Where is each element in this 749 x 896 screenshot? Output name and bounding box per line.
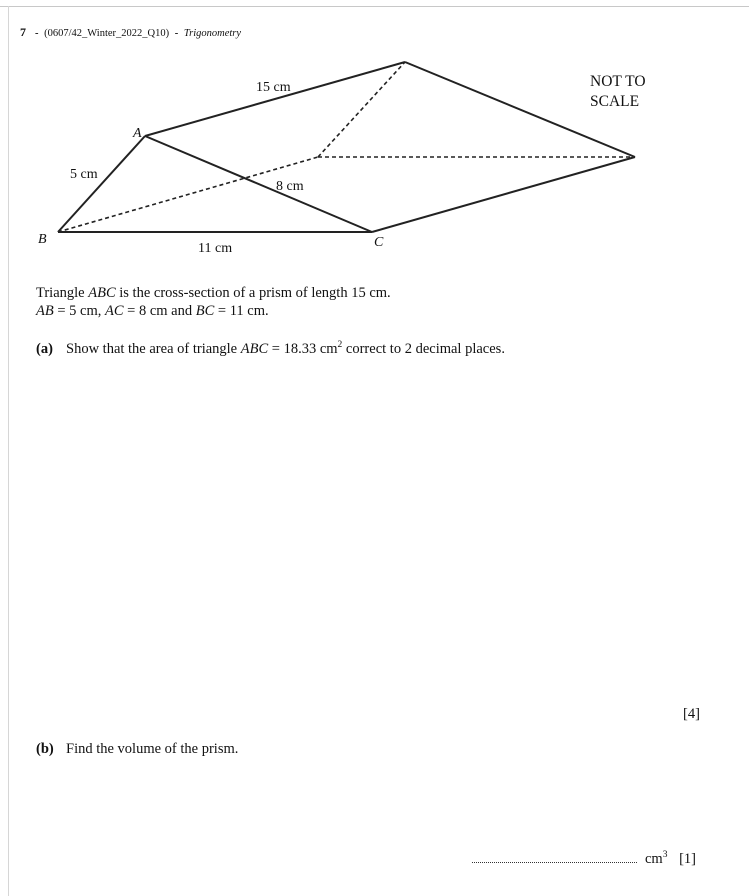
part-b-text: Find the volume of the prism. [66,741,239,757]
part-b-label: (b) [36,741,54,757]
part-b-answer-line [472,850,696,868]
header-separator: - [35,28,39,39]
intro-text-rest: is the cross-section of a prism of length 15 cm. [115,285,391,301]
answer-blank[interactable] [472,852,637,863]
part-a-marks: [4] [683,706,700,722]
question-reference: (0607/42_Winter_2022_Q10) [44,28,170,39]
vertex-b-label: B [38,232,47,247]
edge-ac [145,136,372,232]
side-ab: AB [36,303,54,319]
intro-line-1 [36,285,391,302]
part-b-question [36,741,238,758]
header-separator-2: - [174,28,179,39]
part-a-area: = 18.33 cm [268,340,338,357]
label-11cm: 11 cm [198,241,233,256]
prism-diagram [0,0,749,270]
answer-unit: cm [645,850,663,867]
part-b-marks: [1] [679,850,697,867]
edge-ab [58,136,145,232]
not-to-scale-line2: SCALE [590,93,640,110]
question-topic: Trigonometry [183,28,242,39]
question-number: 7 [20,25,26,39]
label-15cm: 15 cm [256,80,291,95]
label-5cm: 5 cm [70,167,98,182]
answer-unit-exponent: 3 [662,850,668,860]
edge-top-ridge [145,62,405,136]
part-a-exponent: 2 [337,340,343,350]
part-a-label: (a) [36,340,53,357]
triangle-name: ABC [88,285,116,301]
vertex-a-label: A [133,126,142,141]
part-a-text-rest: correct to 2 decimal places. [342,340,505,357]
not-to-scale-line1: NOT TO [590,73,646,90]
intro-line-2 [36,303,269,320]
vertex-c-label: C [374,235,384,250]
side-bc-value: = 11 cm. [214,303,269,319]
side-ac: AC [105,303,124,319]
part-a-question [36,340,505,358]
intro-text: Triangle [36,285,89,301]
side-bc: BC [195,303,215,319]
hidden-edge-back-vertical [318,62,405,157]
label-8cm: 8 cm [276,179,304,194]
part-a-triangle: ABC [240,340,269,357]
side-ab-value: = 5 cm, [53,303,105,319]
part-a-text: Show that the area of triangle [66,340,241,357]
edge-bottom-right [372,157,635,232]
side-ac-value: = 8 cm and [123,303,196,319]
